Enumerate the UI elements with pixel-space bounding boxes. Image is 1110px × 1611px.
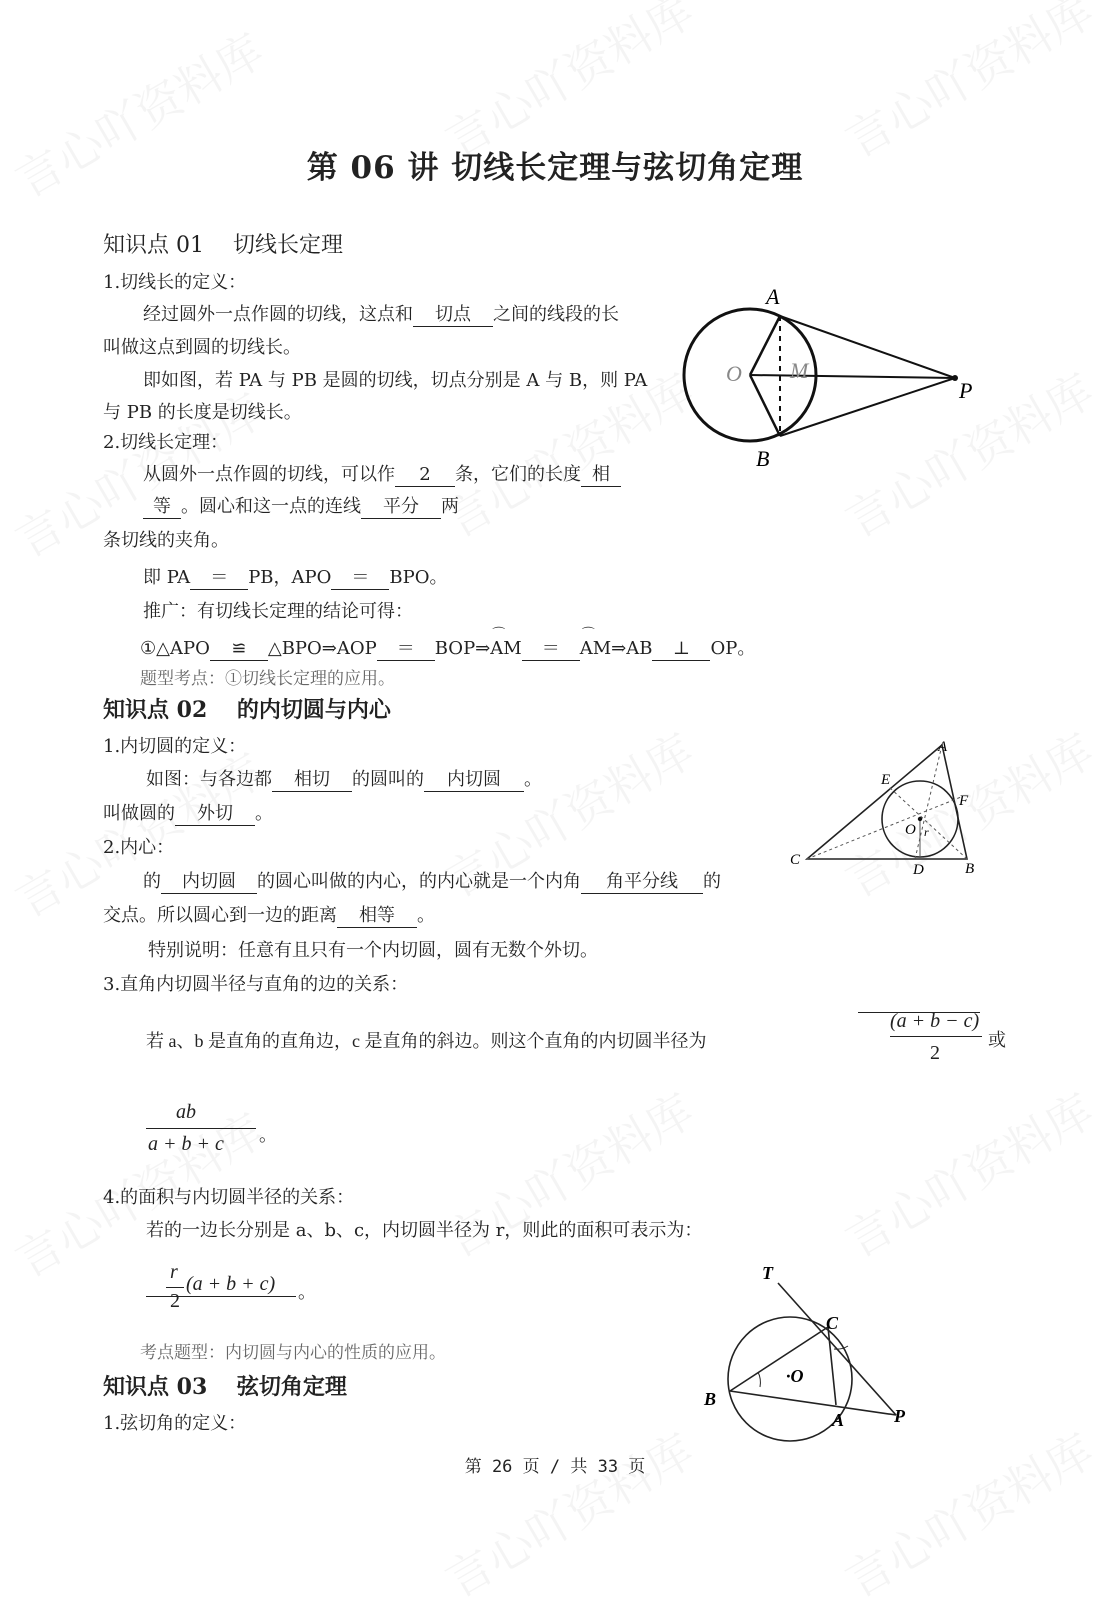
blank-fill: ≌: [210, 639, 268, 661]
label-o: ·O: [786, 1366, 804, 1386]
blank-fill: 2: [395, 465, 455, 487]
s1-def-label: 1.切线长的定义：: [103, 272, 247, 293]
text: ①△APO: [140, 638, 210, 659]
page-footer: 第 26 页 / 共 33 页: [464, 1457, 646, 1477]
s1-def-line3: 即如图，若 PA 与 PB 是圆的切线，切点分别是 A 与 B，则 PA: [143, 370, 648, 391]
s2-in-line2: [103, 901, 435, 928]
bisector: [915, 745, 942, 859]
radius-ob: [750, 375, 780, 436]
text: BPO。: [389, 567, 448, 588]
text: 。: [524, 769, 542, 790]
blank-fill: ＝: [190, 568, 248, 590]
radius-oa: [750, 316, 780, 375]
text: 。: [417, 905, 435, 926]
text: 从圆外一点作圆的切线，可以作: [143, 464, 395, 485]
center-o: [918, 817, 922, 821]
blank-fill: 切点: [413, 305, 493, 327]
section-heading-3: 知识点 03 弦切角定理: [103, 1374, 347, 1400]
s1-def-line1: [143, 300, 619, 327]
blank-fill: ＝: [522, 639, 580, 661]
text: 经过圆外一点作圆的切线，这点和: [143, 304, 413, 325]
text: 叫做圆的: [103, 803, 175, 824]
blank-fill: 平分: [361, 497, 441, 519]
fraction-numerator: ab: [176, 1101, 196, 1123]
label-f: F: [959, 793, 969, 809]
text: 条，它们的长度: [455, 464, 581, 485]
s2-rel-label: 3.直角内切圆半径与直角的边的关系：: [103, 974, 409, 995]
s1-thm-label: 2.切线长定理：: [103, 432, 229, 453]
fraction-numerator: (a + b − c): [890, 1010, 980, 1032]
s2-rel-text: 若 a、b 是直角的直角边，c 是直角的斜边。则这个直角的内切圆半径为: [146, 1031, 707, 1051]
s2-note: 考点题型：内切圆与内心的性质的应用。: [140, 1343, 446, 1363]
page-title: 第 06 讲 切线长定理与弦切角定理: [306, 150, 804, 186]
label-b: B: [756, 446, 770, 471]
label-b: B: [965, 861, 975, 877]
s2-def-line1: [146, 765, 542, 792]
fraction-bar: [890, 1036, 982, 1037]
s1-eq-line: [143, 563, 448, 590]
text: 如图：与各边都: [146, 769, 272, 790]
label-p: P: [894, 1406, 905, 1426]
blank-fill: ＝: [331, 568, 389, 590]
text: 。圆心和这一点的连线: [181, 496, 361, 517]
triangle-abc: [807, 745, 967, 859]
label-p: P: [959, 378, 973, 403]
text: 。: [255, 803, 273, 824]
label-e: E: [881, 772, 891, 788]
text: 的圆心叫做的内心，的内心就是一个内角: [257, 871, 581, 892]
section-heading-2: 知识点 02 的内切圆与内心: [103, 697, 391, 723]
blank-fill: 角平分线: [581, 872, 703, 894]
s2-in-line1: [143, 867, 721, 894]
fraction-denominator: 2: [930, 1042, 940, 1064]
blank-fill: 外切: [175, 804, 255, 826]
s1-def-line2: 叫做这点到圆的切线长。: [103, 337, 301, 358]
text: △BPO⇒AOP: [267, 638, 377, 659]
blank-fill: 相等: [337, 906, 417, 928]
text: OP。: [710, 638, 756, 659]
text: 之间的线段的长: [493, 304, 619, 325]
point-p: [952, 375, 958, 381]
section-heading-1: 知识点 01 切线长定理: [103, 233, 343, 258]
fraction-bar: [146, 1128, 256, 1129]
text: PB，APO: [248, 567, 332, 588]
text: 即 PA: [143, 567, 191, 588]
s2-def-label: 1.内切圆的定义：: [103, 736, 247, 757]
s2-rel2-end: 。: [259, 1125, 277, 1146]
s1-chain: [140, 634, 755, 661]
s2-area-text: 若的一边长分别是 a、b、c，内切圆半径为 r，则此的面积可表示为：: [146, 1220, 703, 1241]
s2-special: 特别说明：任意有且只有一个内切圆，圆有无数个外切。: [148, 940, 598, 961]
s1-thm-line3: 条切线的夹角。: [103, 530, 229, 551]
chord-tangent-figure: [690, 1255, 930, 1445]
s2-def-line2: [103, 799, 273, 826]
secant-bp: [730, 1391, 896, 1415]
s2-rel-or: 或: [988, 1030, 1006, 1051]
fraction-bar: [166, 1287, 184, 1288]
s1-thm-line1: [143, 460, 621, 487]
s2-area-end: 。: [298, 1282, 316, 1303]
label-m: M: [790, 358, 809, 383]
fraction-denominator: 2: [170, 1290, 180, 1312]
label-c: C: [826, 1313, 839, 1333]
label-c: C: [790, 852, 801, 868]
s1-note: 题型考点：①切线长定理的应用。: [140, 669, 395, 689]
text: 的: [143, 871, 161, 892]
blank-fill: [146, 1296, 296, 1297]
angle-mark: [758, 1372, 760, 1387]
blank-fill: 内切圆: [161, 872, 257, 894]
blank-fill: ⊥: [652, 639, 710, 661]
text: 交点。所以圆心到一边的距离: [103, 905, 337, 926]
arc-am: ⌒ AM: [490, 638, 521, 659]
text: 两: [441, 496, 459, 517]
s1-def-line4: 与 PB 的长度是切线长。: [103, 402, 302, 423]
text: 的: [703, 871, 721, 892]
s1-ext: 推广：有切线长定理的结论可得：: [143, 601, 413, 622]
bisector: [889, 787, 967, 859]
watermark: [432, 1415, 704, 1610]
arc-am: ⌒ AM: [580, 638, 611, 659]
s1-thm-line2: [143, 492, 459, 519]
blank-fill: ＝: [377, 639, 435, 661]
tangent-length-figure: [680, 282, 990, 482]
s2-area-label: 4.的面积与内切圆半径的关系：: [103, 1187, 355, 1208]
blank-fill: 内切圆: [424, 770, 524, 792]
chord-ca: [828, 1327, 836, 1405]
text: 的圆叫的: [352, 769, 424, 790]
s2-in-label: 2.内心：: [103, 837, 175, 858]
label-o: O: [905, 822, 916, 838]
blank-fill: 相: [581, 465, 621, 487]
label-a: A: [832, 1410, 845, 1430]
label-b: B: [704, 1389, 717, 1409]
label-d: D: [913, 862, 924, 878]
label-t: T: [762, 1263, 773, 1283]
blank-fill: 等: [143, 497, 181, 519]
fraction-denominator: a + b + c: [148, 1133, 224, 1155]
label-a: A: [766, 284, 780, 309]
blank-fill: 相切: [272, 770, 352, 792]
fraction-numerator: r: [170, 1261, 178, 1283]
label-a: A: [938, 739, 948, 755]
s3-def-label: 1.弦切角的定义：: [103, 1413, 247, 1434]
incircle-figure: [785, 735, 985, 885]
area-expression: (a + b + c): [186, 1273, 276, 1295]
text: ⇒AB: [611, 638, 653, 659]
label-o: O: [726, 361, 742, 386]
watermark: [832, 1075, 1104, 1270]
text: BOP⇒: [434, 638, 491, 659]
label-r: r: [924, 825, 929, 839]
